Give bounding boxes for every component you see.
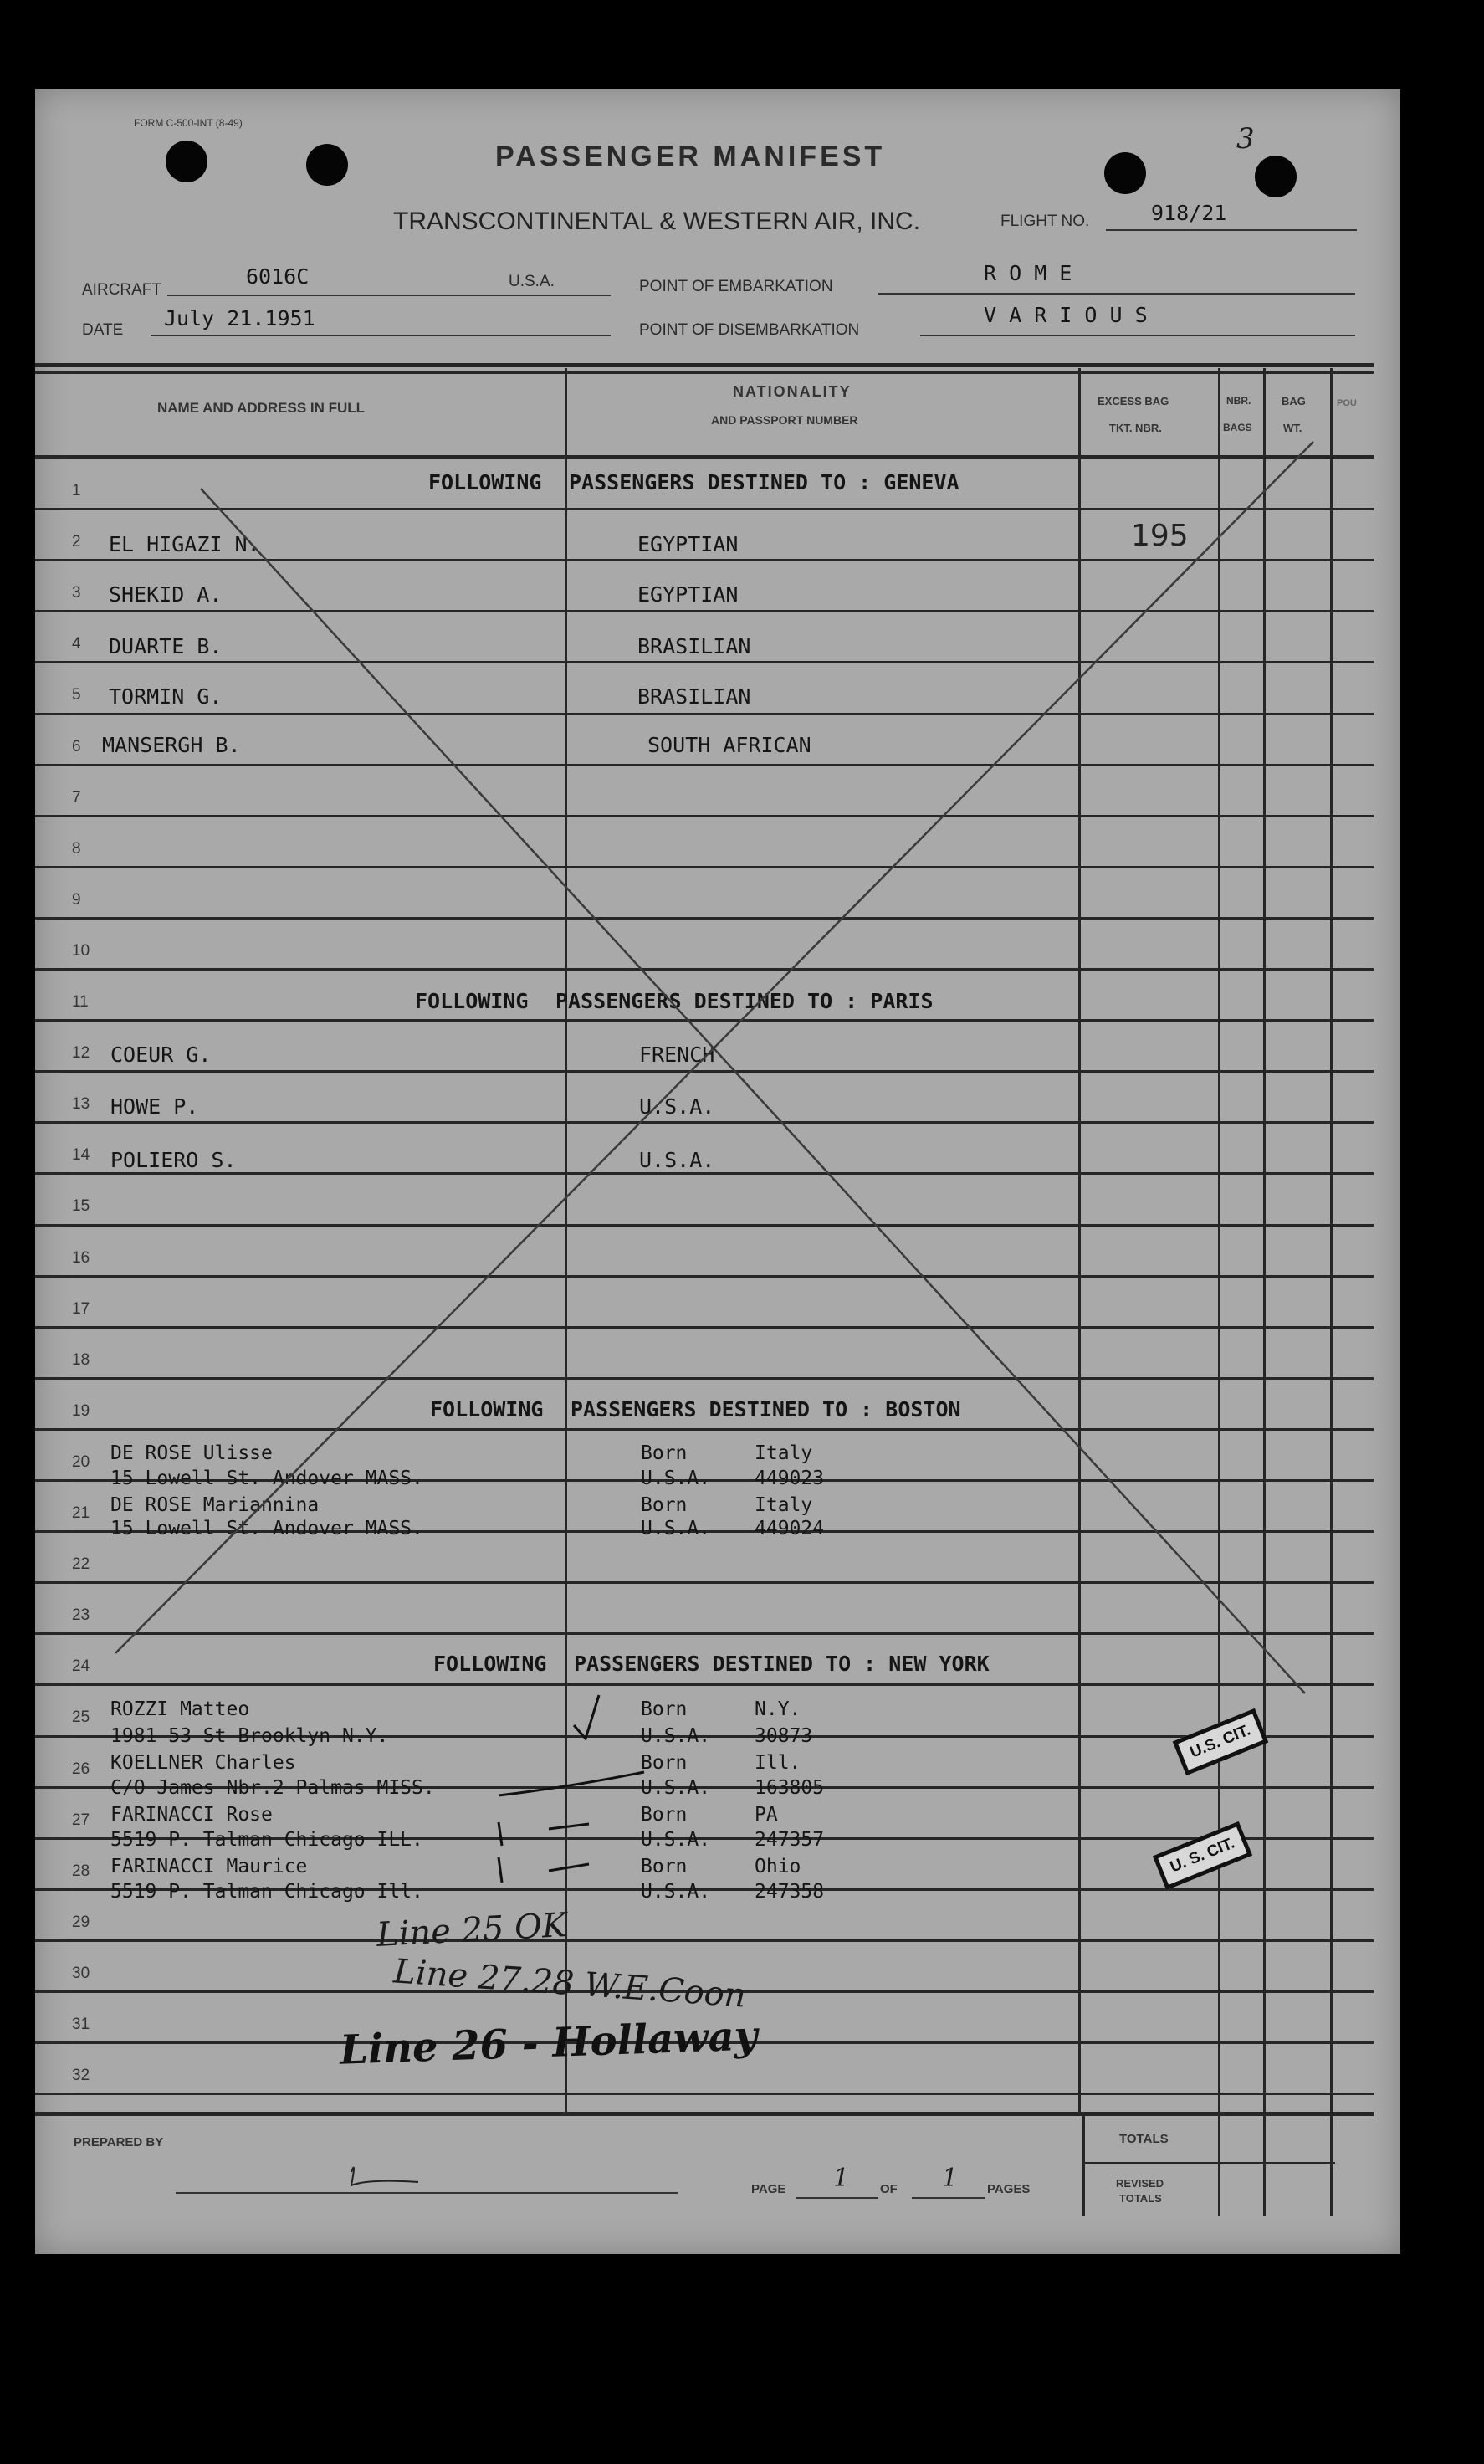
line-number: 25	[72, 1708, 90, 1726]
passenger-address: 15 Lowell St. Andover MASS.	[110, 1518, 423, 1539]
line-number: 15	[72, 1197, 90, 1215]
passenger-name: TORMIN G.	[109, 684, 223, 709]
corner-page-mark: 3	[1236, 122, 1255, 156]
pages-label: PAGES	[987, 2182, 1031, 2196]
passenger-name: SHEKID A.	[109, 582, 223, 607]
born-place: Ill.	[755, 1752, 801, 1774]
col-nationality-header: NATIONALITY	[733, 383, 852, 400]
checkmark-icon	[574, 1695, 599, 1739]
line-number: 11	[72, 993, 89, 1011]
passenger-nationality: EGYPTIAN	[637, 582, 739, 607]
passenger-address: 15 Lowell St. Andover MASS.	[110, 1468, 423, 1489]
passenger-name: HOWE P.	[110, 1094, 199, 1119]
line-number: 18	[72, 1351, 90, 1369]
col-excess-header-2: TKT. NBR.	[1109, 422, 1162, 434]
line-number: 9	[72, 891, 81, 909]
line-number: 7	[72, 789, 81, 807]
line-number: 12	[72, 1044, 90, 1062]
passport-number: 449024	[755, 1518, 825, 1539]
passenger-name: DE ROSE Ulisse	[110, 1442, 273, 1464]
line-number: 19	[72, 1402, 90, 1420]
strike-line	[499, 1772, 644, 1795]
line-number: 24	[72, 1657, 90, 1675]
passenger-name: COEUR G.	[110, 1042, 212, 1067]
born-place: PA	[755, 1804, 778, 1826]
signature-stroke	[351, 2168, 418, 2185]
born-label: Born	[641, 1494, 688, 1516]
passport-number: 247357	[755, 1829, 825, 1851]
country-value: U.S.A.	[509, 273, 555, 290]
bracket-mark	[499, 1822, 589, 1846]
passenger-name: FARINACCI Rose	[110, 1804, 273, 1826]
passenger-name: FARINACCI Maurice	[110, 1856, 308, 1877]
document-title: PASSENGER MANIFEST	[495, 141, 886, 172]
passport-number: 449023	[755, 1468, 825, 1489]
section-heading-right: PASSENGERS DESTINED TO : GENEVA	[569, 470, 959, 494]
passenger-nationality: FRENCH	[639, 1042, 715, 1067]
passenger-nationality: U.S.A.	[641, 1468, 711, 1489]
line-number: 32	[72, 2067, 90, 2084]
date-label: DATE	[82, 321, 124, 339]
passenger-nationality: EGYPTIAN	[637, 532, 739, 556]
line-number: 22	[72, 1555, 90, 1573]
disembarkation-label: POINT OF DISEMBARKATION	[639, 321, 860, 339]
line-number: 17	[72, 1300, 90, 1318]
cross-out-line	[201, 489, 1305, 1693]
line-number: 20	[72, 1453, 90, 1471]
passenger-nationality: U.S.A.	[639, 1094, 715, 1119]
line-number: 3	[72, 584, 81, 602]
born-label: Born	[641, 1856, 688, 1877]
company-name: TRANSCONTINENTAL & WESTERN AIR, INC.	[393, 207, 921, 235]
born-place: Ohio	[755, 1856, 801, 1877]
us-citizen-stamp: U. S. CIT.	[1153, 1821, 1253, 1890]
bracket-mark	[499, 1857, 589, 1883]
born-label: Born	[641, 1752, 688, 1774]
line-number: 16	[72, 1249, 90, 1267]
handwritten-note: Line 26 - Hollaway	[339, 2012, 759, 2074]
passenger-nationality: BRASILIAN	[637, 684, 751, 709]
passenger-name: MANSERGH B.	[102, 733, 241, 757]
passenger-nationality: SOUTH AFRICAN	[647, 733, 811, 757]
passenger-nationality: U.S.A.	[641, 1829, 711, 1851]
page-number: 1	[833, 2164, 850, 2193]
passenger-address: 5519 P. Talman Chicago ILL.	[110, 1829, 423, 1851]
flight-no-label: FLIGHT NO.	[1000, 213, 1090, 230]
col-bags-header-2: BAGS	[1223, 422, 1252, 433]
passenger-address: C/O James Nbr.2 Palmas MISS.	[110, 1777, 435, 1799]
born-label: Born	[641, 1804, 688, 1826]
line-number: 21	[72, 1504, 90, 1522]
line-number: 23	[72, 1606, 90, 1624]
passport-number: 247358	[755, 1881, 825, 1903]
line-number: 5	[72, 686, 81, 704]
line-number: 26	[72, 1760, 90, 1778]
of-label: OF	[880, 2182, 898, 2196]
passenger-nationality: BRASILIAN	[637, 634, 751, 658]
line-number: 13	[72, 1095, 90, 1113]
col-extra-header: POU	[1337, 398, 1357, 408]
line-number: 29	[72, 1913, 90, 1931]
col-weight-header-2: WT.	[1283, 422, 1302, 434]
handwritten-note: Line 25 OK	[375, 1906, 568, 1954]
born-label: Born	[641, 1698, 688, 1720]
line-number: 14	[72, 1146, 90, 1164]
line-number: 8	[72, 840, 81, 858]
passenger-name: KOELLNER Charles	[110, 1752, 296, 1774]
passenger-name: ROZZI Matteo	[110, 1698, 250, 1720]
line-number: 1	[72, 482, 81, 499]
passenger-name: DUARTE B.	[109, 634, 223, 658]
aircraft-value: 6016C	[246, 264, 310, 289]
totals-label: TOTALS	[1119, 2132, 1169, 2146]
born-place: Italy	[755, 1494, 813, 1516]
line-number: 2	[72, 533, 81, 551]
section-heading-left: FOLLOWING	[428, 470, 542, 494]
page-label: PAGE	[751, 2182, 786, 2196]
line-number: 10	[72, 942, 90, 960]
line-number: 6	[72, 738, 81, 756]
us-citizen-stamp: U.S. CIT.	[1173, 1708, 1269, 1776]
date-value: July 21.1951	[164, 306, 315, 330]
passenger-nationality: U.S.A.	[639, 1148, 715, 1172]
col-passport-header: AND PASSPORT NUMBER	[711, 413, 858, 427]
flight-no-value: 918/21	[1151, 201, 1227, 225]
embarkation-value: R O M E	[984, 261, 1072, 285]
handwritten-note: Line 27.28 W.E.Coon	[391, 1952, 748, 2016]
page-total: 1	[942, 2164, 959, 2193]
passenger-nationality: U.S.A.	[641, 1881, 711, 1903]
line-number: 30	[72, 1965, 90, 1982]
section-heading-right: PASSENGERS DESTINED TO : PARIS	[555, 989, 934, 1013]
embarkation-label: POINT OF EMBARKATION	[639, 278, 833, 295]
passenger-nationality: U.S.A.	[641, 1725, 711, 1747]
passport-number: 30873	[755, 1725, 813, 1747]
cross-out-line	[115, 442, 1313, 1653]
line-number: 27	[72, 1811, 90, 1829]
passenger-nationality: U.S.A.	[641, 1518, 711, 1539]
passenger-address: 1981 53 St Brooklyn N.Y.	[110, 1725, 389, 1747]
col-bags-header-1: NBR.	[1226, 395, 1251, 407]
born-place: Italy	[755, 1442, 813, 1464]
section-heading-left: FOLLOWING	[430, 1397, 544, 1422]
col-name-header: NAME AND ADDRESS IN FULL	[157, 400, 366, 416]
passenger-name: DE ROSE Mariannina	[110, 1494, 320, 1516]
excess-bag-ticket: 195	[1131, 519, 1189, 553]
line-number: 31	[72, 2016, 90, 2033]
born-place: N.Y.	[755, 1698, 801, 1720]
disembarkation-value: V A R I O U S	[984, 303, 1148, 327]
passenger-nationality: U.S.A.	[641, 1777, 711, 1799]
prepared-by-label: PREPARED BY	[74, 2135, 164, 2149]
col-excess-header-1: EXCESS BAG	[1098, 395, 1169, 407]
passport-number: 163805	[755, 1777, 825, 1799]
form-number: FORM C-500-INT (8-49)	[134, 117, 243, 129]
section-heading-right: PASSENGERS DESTINED TO : BOSTON	[571, 1397, 961, 1422]
revised-totals-label-1: REVISED	[1116, 2177, 1164, 2190]
passenger-name: POLIERO S.	[110, 1148, 237, 1172]
revised-totals-label-2: TOTALS	[1119, 2192, 1162, 2205]
born-label: Born	[641, 1442, 688, 1464]
passenger-name: EL HIGAZI N.	[109, 532, 260, 556]
section-heading-left: FOLLOWING	[415, 989, 529, 1013]
passenger-address: 5519 P. Talman Chicago Ill.	[110, 1881, 423, 1903]
line-number: 28	[72, 1862, 90, 1880]
section-heading-right: PASSENGERS DESTINED TO : NEW YORK	[574, 1652, 990, 1676]
aircraft-label: AIRCRAFT	[82, 281, 161, 299]
col-weight-header-1: BAG	[1282, 395, 1306, 407]
line-number: 4	[72, 635, 81, 653]
section-heading-left: FOLLOWING	[433, 1652, 547, 1676]
